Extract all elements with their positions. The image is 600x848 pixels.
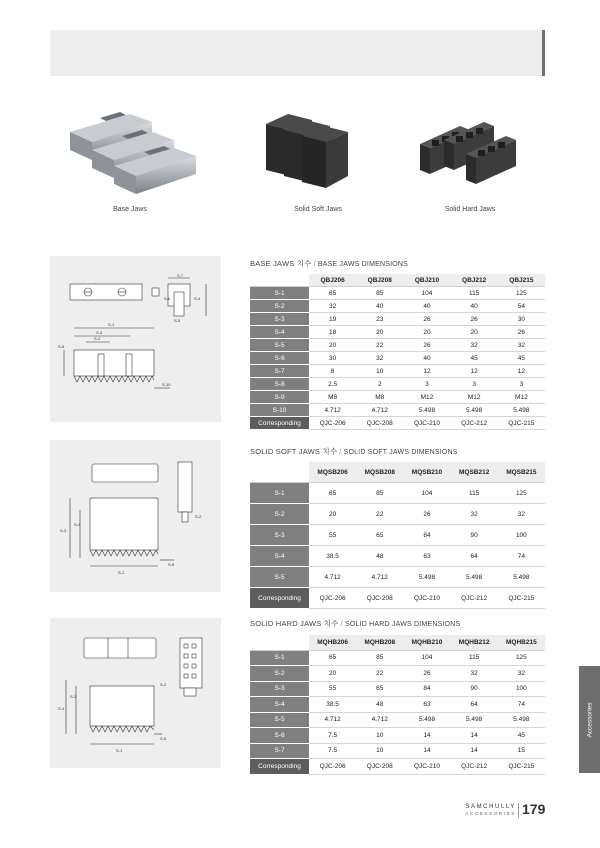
base-label-s10: S-10 <box>162 382 171 387</box>
table-cell: 2.5 <box>309 378 356 391</box>
column-header: QBJ208 <box>356 274 403 287</box>
table-cell: 30 <box>309 352 356 365</box>
hard-label-s2: S-2 <box>160 682 167 687</box>
table-cell: 32 <box>498 666 545 682</box>
solid-hard-jaws-image <box>400 104 540 200</box>
table-cell: 38.5 <box>309 546 356 567</box>
table-cell: 5.498 <box>498 404 545 417</box>
column-header: MQHB215 <box>498 635 545 650</box>
row-header: S-8 <box>250 378 309 391</box>
table-cell: 20 <box>356 326 403 339</box>
base-label-s6: S-6 <box>164 296 171 301</box>
table-row <box>250 588 545 609</box>
table-row <box>250 404 545 417</box>
table-row <box>250 365 545 378</box>
table-cell: 125 <box>498 483 545 504</box>
soft-label-s3: S-3 <box>60 528 67 533</box>
solid-soft-jaws-dimension-table <box>250 462 545 609</box>
table-cell: 10 <box>356 365 403 378</box>
table-row <box>250 287 545 300</box>
table-cell: 115 <box>451 287 498 300</box>
row-header: S-5 <box>250 567 309 588</box>
footer-brand <box>440 804 516 817</box>
column-header: QBJ212 <box>451 274 498 287</box>
table-row <box>250 759 545 775</box>
table-corner-cell <box>250 274 309 287</box>
base-jaws-drawing <box>50 256 221 422</box>
table-row <box>250 666 545 682</box>
table-cell: 3 <box>403 378 450 391</box>
table-cell: 5.498 <box>403 712 450 728</box>
table-cell: 14 <box>403 728 450 744</box>
table-cell: 4.712 <box>309 567 356 588</box>
table-cell: 65 <box>309 287 356 300</box>
table-cell: 65 <box>309 483 356 504</box>
table-cell: 18 <box>309 326 356 339</box>
table-cell: QJC-215 <box>498 588 545 609</box>
table-cell: 26 <box>451 313 498 326</box>
table-cell: 20 <box>309 504 356 525</box>
table-row <box>250 417 545 430</box>
table-cell: M12 <box>451 391 498 404</box>
solid-soft-jaws-title: SOLID SOFT JAWS 치수 <box>250 447 338 456</box>
table-cell: 20 <box>309 666 356 682</box>
table-cell: 104 <box>403 483 450 504</box>
table-cell: 65 <box>356 681 403 697</box>
table-row <box>250 326 545 339</box>
table-cell: 4.712 <box>356 712 403 728</box>
table-cell: 115 <box>451 650 498 666</box>
table-cell: 5.498 <box>403 567 450 588</box>
table-corner-cell <box>250 635 309 650</box>
table-cell: 32 <box>309 300 356 313</box>
table-cell: 32 <box>498 339 545 352</box>
soft-label-s2: S-2 <box>195 514 202 519</box>
table-cell: 22 <box>356 666 403 682</box>
table-cell: 54 <box>498 300 545 313</box>
table-cell: 10 <box>356 728 403 744</box>
base-label-s5: S-5 <box>174 318 181 323</box>
table-cell: 5.498 <box>451 404 498 417</box>
table-cell: M12 <box>498 391 545 404</box>
table-cell: 90 <box>451 681 498 697</box>
table-cell: 63 <box>403 546 450 567</box>
table-cell: 22 <box>356 504 403 525</box>
table-cell: 125 <box>498 650 545 666</box>
table-cell: 15 <box>498 743 545 759</box>
row-header: S-7 <box>250 365 309 378</box>
table-cell: 4.712 <box>356 567 403 588</box>
table-row <box>250 300 545 313</box>
table-cell: 84 <box>403 525 450 546</box>
table-cell: 38.5 <box>309 697 356 713</box>
table-cell: QJC-215 <box>498 417 545 430</box>
column-header: MQSB212 <box>451 462 498 483</box>
table-cell: QJC-210 <box>403 417 450 430</box>
row-header: S-2 <box>250 504 309 525</box>
solid-soft-jaws-image <box>248 104 388 200</box>
table-cell: 5.498 <box>498 712 545 728</box>
table-cell: 5.498 <box>403 404 450 417</box>
row-header: S-3 <box>250 681 309 697</box>
row-header: S-3 <box>250 525 309 546</box>
base-jaws-dimension-table <box>250 274 545 430</box>
solid-soft-jaws-section-title: SOLID SOFT JAWS 치수 / SOLID SOFT JAWS DIMENSIONS <box>250 447 458 456</box>
table-cell: 5.498 <box>498 567 545 588</box>
accessories-side-tab[interactable] <box>579 666 600 773</box>
row-header: S-2 <box>250 300 309 313</box>
solid-hard-jaws-subtitle: SOLID HARD JAWS DIMENSIONS <box>344 621 461 628</box>
column-header: MQSB210 <box>403 462 450 483</box>
table-corner-cell <box>250 462 309 483</box>
table-cell: 55 <box>309 681 356 697</box>
table-row <box>250 697 545 713</box>
table-cell: 85 <box>356 483 403 504</box>
solid-hard-jaws-drawing <box>50 618 221 768</box>
table-row <box>250 743 545 759</box>
table-cell: 4.712 <box>356 404 403 417</box>
row-header: S-1 <box>250 287 309 300</box>
row-header: S-4 <box>250 546 309 567</box>
column-header: MQSB208 <box>356 462 403 483</box>
table-cell: 14 <box>451 728 498 744</box>
table-cell: 32 <box>451 666 498 682</box>
column-header: QBJ210 <box>403 274 450 287</box>
page-header-band <box>50 30 545 76</box>
solid-hard-jaws-caption: Solid Hard Jaws <box>444 206 496 213</box>
soft-label-s5: S-5 <box>168 562 175 567</box>
row-header: S-5 <box>250 339 309 352</box>
column-header: MQHB208 <box>356 635 403 650</box>
table-cell: 40 <box>451 300 498 313</box>
table-cell: 45 <box>498 728 545 744</box>
table-cell: 64 <box>451 546 498 567</box>
table-cell: QJC-208 <box>356 417 403 430</box>
row-header: S-1 <box>250 483 309 504</box>
table-cell: 100 <box>498 681 545 697</box>
soft-label-s4: S-4 <box>74 522 81 527</box>
hard-label-s5: S-5 <box>160 736 167 741</box>
table-row <box>250 378 545 391</box>
table-cell: 26 <box>403 666 450 682</box>
side-tab-label: Accessories <box>586 701 593 738</box>
base-jaws-caption: Base Jaws <box>113 206 147 213</box>
table-cell: QJC-212 <box>451 588 498 609</box>
table-cell: 12 <box>403 365 450 378</box>
solid-hard-jaws-section-title: SOLID HARD JAWS 치수 / SOLID HARD JAWS DIMENSIONS <box>250 619 461 628</box>
product-solid-soft-jaws <box>248 104 388 213</box>
row-header: S-9 <box>250 391 309 404</box>
table-cell: QJC-212 <box>451 417 498 430</box>
row-header: S-4 <box>250 326 309 339</box>
table-row <box>250 525 545 546</box>
base-label-s8: S-8 <box>58 344 65 349</box>
row-header: S-10 <box>250 404 309 417</box>
table-cell: 45 <box>498 352 545 365</box>
table-cell: 12 <box>451 365 498 378</box>
soft-label-s1: S-1 <box>118 570 125 575</box>
table-cell: 7.5 <box>309 743 356 759</box>
table-row <box>250 728 545 744</box>
solid-soft-jaws-subtitle: SOLID SOFT JAWS DIMENSIONS <box>343 449 458 456</box>
product-solid-hard-jaws <box>400 104 540 213</box>
base-jaws-subtitle: BASE JAWS DIMENSIONS <box>317 261 409 268</box>
hard-label-s3: S-3 <box>70 694 77 699</box>
table-cell: M8 <box>309 391 356 404</box>
table-row <box>250 391 545 404</box>
base-jaws-section-title: BASE JAWS 치수 / BASE JAWS DIMENSIONS <box>250 259 409 268</box>
table-cell: 20 <box>309 339 356 352</box>
row-header: S-6 <box>250 728 309 744</box>
table-row <box>250 313 545 326</box>
solid-hard-jaws-title: SOLID HARD JAWS 치수 <box>250 619 339 628</box>
table-cell: QJC-212 <box>451 759 498 775</box>
base-label-s4: S-4 <box>194 296 201 301</box>
table-cell: 40 <box>403 300 450 313</box>
product-base-jaws <box>60 104 200 213</box>
table-cell: 14 <box>451 743 498 759</box>
table-cell: M12 <box>403 391 450 404</box>
row-header: Corresponding <box>250 417 309 430</box>
row-header: S-3 <box>250 313 309 326</box>
table-cell: 63 <box>403 697 450 713</box>
table-cell: 85 <box>356 287 403 300</box>
footer-brand-name: SAMCHULLY <box>465 804 516 810</box>
row-header: S-6 <box>250 352 309 365</box>
table-cell: 12 <box>498 365 545 378</box>
column-header: MQHB206 <box>309 635 356 650</box>
row-header: S-5 <box>250 712 309 728</box>
table-cell: 3 <box>451 378 498 391</box>
table-cell: 5.498 <box>451 567 498 588</box>
table-cell: 5.498 <box>451 712 498 728</box>
table-cell: QJC-210 <box>403 588 450 609</box>
table-cell: 23 <box>356 313 403 326</box>
table-cell: 32 <box>356 352 403 365</box>
row-header: S-7 <box>250 743 309 759</box>
table-cell: 55 <box>309 525 356 546</box>
table-cell: 26 <box>498 326 545 339</box>
table-cell: 74 <box>498 697 545 713</box>
table-cell: 10 <box>356 743 403 759</box>
table-cell: QJC-208 <box>356 759 403 775</box>
table-row <box>250 650 545 666</box>
column-header: MQSB206 <box>309 462 356 483</box>
table-cell: 26 <box>403 339 450 352</box>
table-cell: 45 <box>451 352 498 365</box>
row-header: Corresponding <box>250 588 309 609</box>
table-cell: QJC-206 <box>309 588 356 609</box>
table-cell: 104 <box>403 287 450 300</box>
table-row <box>250 567 545 588</box>
table-cell: 48 <box>356 697 403 713</box>
footer-brand-sub: ACCESSORIES <box>465 811 516 816</box>
table-cell: 30 <box>498 313 545 326</box>
table-cell: 32 <box>451 504 498 525</box>
solid-hard-jaws-dimension-table <box>250 635 545 775</box>
base-jaws-image <box>60 104 200 200</box>
hard-label-s1: S-1 <box>116 748 123 753</box>
table-cell: QJC-210 <box>403 759 450 775</box>
page-number: 179 <box>522 801 546 817</box>
table-cell: 65 <box>356 525 403 546</box>
table-cell: 84 <box>403 681 450 697</box>
table-cell: M8 <box>356 391 403 404</box>
base-jaws-title: BASE JAWS 치수 <box>250 259 312 268</box>
table-cell: 65 <box>309 650 356 666</box>
base-label-s2: S-2 <box>94 336 101 341</box>
table-cell: 14 <box>403 743 450 759</box>
row-header: S-2 <box>250 666 309 682</box>
solid-soft-jaws-caption: Solid Soft Jaws <box>294 206 342 213</box>
table-cell: 100 <box>498 525 545 546</box>
table-cell: 19 <box>309 313 356 326</box>
table-cell: 8 <box>309 365 356 378</box>
base-label-s7: S-7 <box>177 273 184 278</box>
table-cell: 20 <box>403 326 450 339</box>
table-row <box>250 712 545 728</box>
table-cell: 115 <box>451 483 498 504</box>
hard-label-s4: S-4 <box>58 706 65 711</box>
table-cell: 104 <box>403 650 450 666</box>
table-cell: QJC-208 <box>356 588 403 609</box>
table-row <box>250 504 545 525</box>
footer-separator <box>518 803 519 818</box>
table-cell: QJC-206 <box>309 417 356 430</box>
table-cell: 85 <box>356 650 403 666</box>
column-header: MQHB212 <box>451 635 498 650</box>
column-header: QBJ215 <box>498 274 545 287</box>
solid-soft-jaws-drawing <box>50 440 221 592</box>
row-header: S-1 <box>250 650 309 666</box>
column-header: QBJ206 <box>309 274 356 287</box>
table-row <box>250 483 545 504</box>
table-row <box>250 352 545 365</box>
column-header: MQSB215 <box>498 462 545 483</box>
base-label-s1: S-1 <box>108 322 115 327</box>
table-row <box>250 339 545 352</box>
table-cell: 40 <box>356 300 403 313</box>
table-cell: 125 <box>498 287 545 300</box>
table-row <box>250 681 545 697</box>
row-header: Corresponding <box>250 759 309 775</box>
table-cell: 32 <box>451 339 498 352</box>
table-cell: 74 <box>498 546 545 567</box>
table-cell: QJC-206 <box>309 759 356 775</box>
table-cell: 7.5 <box>309 728 356 744</box>
table-cell: 3 <box>498 378 545 391</box>
column-header: MQHB210 <box>403 635 450 650</box>
row-header: S-4 <box>250 697 309 713</box>
table-cell: 22 <box>356 339 403 352</box>
table-cell: 90 <box>451 525 498 546</box>
header-accent-bar <box>542 30 545 76</box>
table-cell: 64 <box>451 697 498 713</box>
table-cell: 32 <box>498 504 545 525</box>
base-label-s3: S-3 <box>96 330 103 335</box>
table-cell: 20 <box>451 326 498 339</box>
table-cell: 26 <box>403 504 450 525</box>
table-cell: 2 <box>356 378 403 391</box>
table-cell: 40 <box>403 352 450 365</box>
table-cell: QJC-215 <box>498 759 545 775</box>
table-cell: 4.712 <box>309 712 356 728</box>
table-cell: 48 <box>356 546 403 567</box>
table-cell: 26 <box>403 313 450 326</box>
table-row <box>250 546 545 567</box>
table-cell: 4.712 <box>309 404 356 417</box>
